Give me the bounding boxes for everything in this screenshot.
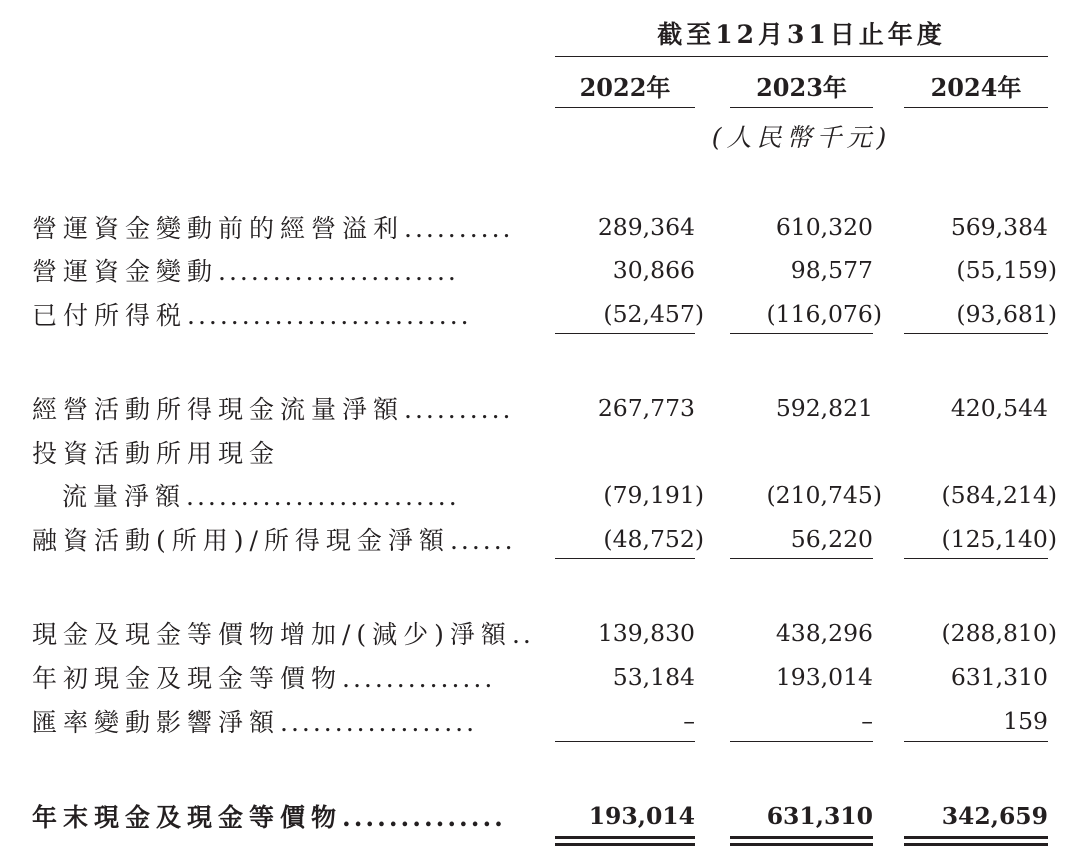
subtotal-rule-2022 <box>555 741 695 742</box>
row-label-net-cash-financing: 融資活動(所用)/所得現金淨額...... <box>32 526 516 555</box>
value-2023: (210,745) <box>766 481 882 509</box>
value-2022: (79,191) <box>603 481 704 509</box>
subtotal-rule-2024 <box>904 741 1048 742</box>
row-label-net-cash-investing-line2: 流量淨額......................... <box>62 482 460 511</box>
subtotal-rule-2023 <box>730 558 873 559</box>
value-2022: 139,830 <box>597 619 695 647</box>
value-2022: – <box>683 707 695 735</box>
subtotal-rule-2024 <box>904 558 1048 559</box>
value-2023: 610,320 <box>775 213 873 241</box>
row-label-operating-profit-before-wc: 營運資金變動前的經營溢利.......... <box>32 214 514 243</box>
period-header: 截至12月31日止年度 <box>657 20 946 49</box>
value-2024: (125,140) <box>941 525 1057 553</box>
total-double-rule-top-2023 <box>730 836 873 842</box>
year-header-2023: 2023年 <box>756 73 847 102</box>
subtotal-rule-2024 <box>904 333 1048 334</box>
row-label-working-capital-changes: 營運資金變動...................... <box>32 257 459 286</box>
year-rule-2023 <box>730 107 873 108</box>
row-label-cash-ending: 年末現金及現金等價物.............. <box>32 803 506 832</box>
subtotal-rule-2023 <box>730 741 873 742</box>
value-2023: 56,220 <box>790 525 873 553</box>
value-2023: (116,076) <box>766 300 882 328</box>
total-double-rule-bottom-2023 <box>730 843 873 849</box>
value-2023: 438,296 <box>775 619 873 647</box>
value-2022: (48,752) <box>603 525 704 553</box>
total-double-rule-top-2024 <box>904 836 1048 842</box>
row-label-fx-effect: 匯率變動影響淨額.................. <box>32 708 478 737</box>
value-2024: (93,681) <box>956 300 1057 328</box>
value-2024: 159 <box>1003 707 1048 735</box>
value-2022: 193,014 <box>588 802 695 830</box>
value-2023: 631,310 <box>766 802 873 830</box>
value-2022: 30,866 <box>612 256 695 284</box>
value-2024: 342,659 <box>941 802 1048 830</box>
value-2024: (288,810) <box>941 619 1057 647</box>
value-2024: 420,544 <box>950 394 1048 422</box>
year-rule-2022 <box>555 107 695 108</box>
subtotal-rule-2022 <box>555 558 695 559</box>
value-2024: 631,310 <box>950 663 1048 691</box>
row-label-income-tax-paid: 已付所得税.......................... <box>32 301 472 330</box>
value-2024: 569,384 <box>950 213 1048 241</box>
value-2024: (584,214) <box>941 481 1057 509</box>
subtotal-rule-2022 <box>555 333 695 334</box>
row-label-net-change-cash: 現金及現金等價物增加/(減少)淨額.. <box>32 620 534 649</box>
year-rule-2024 <box>904 107 1048 108</box>
subtotal-rule-2023 <box>730 333 873 334</box>
unit-label: (人民幣千元) <box>711 123 892 152</box>
value-2024: (55,159) <box>956 256 1057 284</box>
year-header-2022: 2022年 <box>579 73 671 102</box>
value-2023: 592,821 <box>775 394 873 422</box>
value-2022: 289,364 <box>597 213 695 241</box>
total-double-rule-bottom-2022 <box>555 843 695 849</box>
total-double-rule-bottom-2024 <box>904 843 1048 849</box>
value-2022: 267,773 <box>597 394 695 422</box>
period-header-rule <box>555 56 1048 57</box>
year-header-2024: 2024年 <box>930 73 1022 102</box>
total-double-rule-top-2022 <box>555 836 695 842</box>
value-2023: 98,577 <box>790 256 873 284</box>
row-label-cash-beginning: 年初現金及現金等價物.............. <box>32 664 496 693</box>
value-2023: 193,014 <box>775 663 873 691</box>
value-2023: – <box>861 707 873 735</box>
value-2022: 53,184 <box>612 663 695 691</box>
row-label-net-cash-investing-line1: 投資活動所用現金 <box>32 439 281 468</box>
row-label-net-cash-operating: 經營活動所得現金流量淨額.......... <box>32 395 514 424</box>
value-2022: (52,457) <box>603 300 704 328</box>
